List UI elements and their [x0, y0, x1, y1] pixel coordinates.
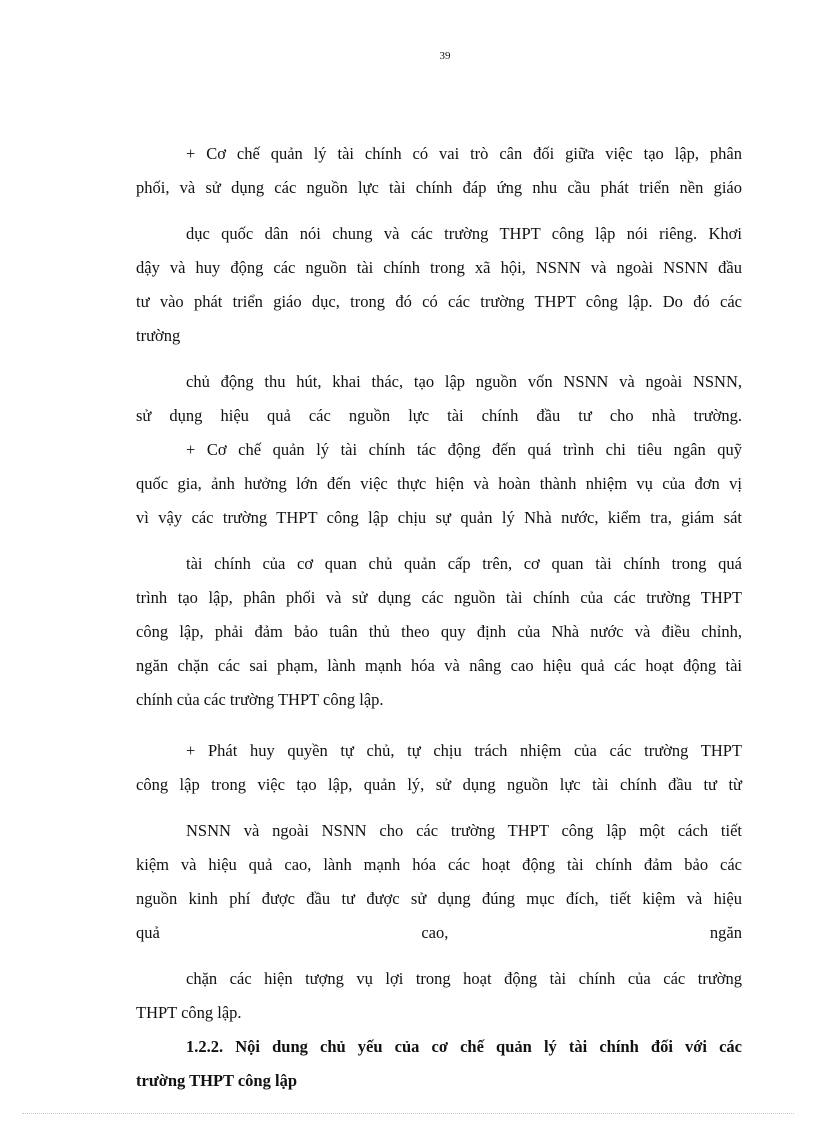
text-line: quốc gia, ảnh hưởng lớn đến việc thực hiện và hoàn thành nhiệm vụ của đơn vị	[136, 474, 742, 493]
text-line: tư vào phát triển giáo dục, trong đó có các trường THPT công lập. Do đó các	[136, 292, 742, 311]
document-body	[136, 140, 742, 1101]
text-line: phối, và sử dụng các nguồn lực tài chính đáp ứng nhu cầu phát triển nền giáo	[136, 178, 742, 197]
text-line: trường	[136, 326, 181, 345]
text-line: chặn các hiện tượng vụ lợi trong hoạt động tài chính của các trường	[186, 969, 742, 988]
text-line: công lập trong việc tạo lập, quản lý, sử dụng nguồn lực tài chính đầu tư từ	[136, 775, 742, 794]
text-line: kiệm và hiệu quả cao, lành mạnh hóa các hoạt động tài chính đảm bảo các	[136, 855, 742, 874]
text-line: dậy và huy động các nguồn tài chính trong xã hội, NSNN và ngoài NSNN đầu	[136, 258, 742, 277]
text-line: quả cao, ngăn	[136, 923, 742, 942]
text-line: NSNN và ngoài NSNN cho các trường THPT công lập một cách tiết	[186, 821, 742, 840]
page-bottom-divider	[22, 1113, 794, 1114]
text-line: + Cơ chế quản lý tài chính tác động đến quá trình chi tiêu ngân quỹ	[186, 440, 742, 459]
text-line: chủ động thu hút, khai thác, tạo lập nguồn vốn NSNN và ngoài NSNN,	[186, 372, 742, 391]
page-number: 39	[439, 50, 451, 62]
text-line: công lập, phải đảm bảo tuân thủ theo quy định của Nhà nước và điều chỉnh,	[136, 622, 742, 641]
text-line: + Phát huy quyền tự chủ, tự chịu trách nhiệm của các trường THPT	[186, 741, 742, 760]
text-line: nguồn kinh phí được đầu tư được sử dụng đúng mục đích, tiết kiệm và hiệu	[136, 889, 742, 908]
text-line: dục quốc dân nói chung và các trường THPT công lập nói riêng. Khơi	[186, 224, 742, 243]
text-line: trình tạo lập, phân phối và sử dụng các nguồn tài chính của các trường THPT	[136, 588, 742, 607]
text-line: vì vậy các trường THPT công lập chịu sự quản lý Nhà nước, kiểm tra, giám sát	[136, 508, 742, 527]
text-line: THPT công lập.	[136, 1003, 242, 1022]
text-line: + Cơ chế quản lý tài chính có vai trò cân đối giữa việc tạo lập, phân	[186, 144, 742, 163]
section-heading: trường THPT công lập	[136, 1071, 297, 1090]
text-line: tài chính của cơ quan chủ quản cấp trên, cơ quan tài chính trong quá	[186, 554, 742, 573]
text-line: chính của các trường THPT công lập.	[136, 690, 384, 709]
text-line: sử dụng hiệu quả các nguồn lực tài chính đầu tư cho nhà trường.	[136, 406, 742, 425]
section-heading: 1.2.2. Nội dung chủ yếu của cơ chế quản lý tài chính đối với các	[186, 1037, 742, 1056]
text-line: ngăn chặn các sai phạm, lành mạnh hóa và nâng cao hiệu quả các hoạt động tài	[136, 656, 742, 675]
